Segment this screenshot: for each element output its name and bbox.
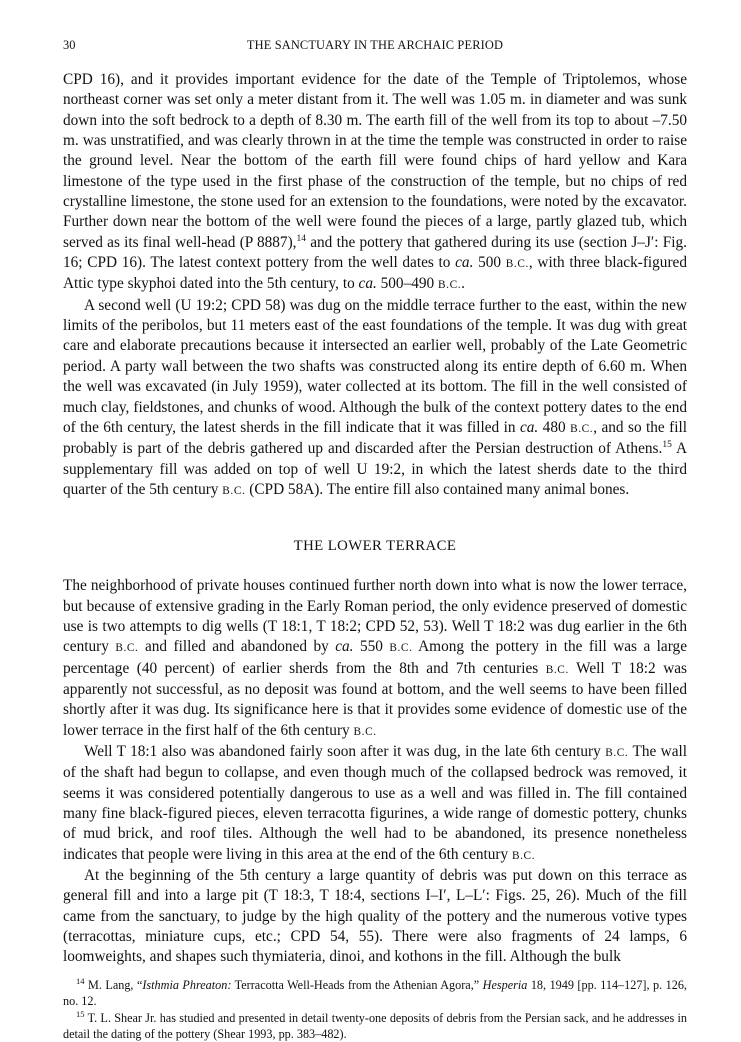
paragraph-2: [63, 296, 687, 501]
paragraph-text: A supplementary fill was added on top of well U 19:2, in which the latest sherds date to the third quarter of the 5th century: [63, 440, 687, 498]
paragraph-text: Among the pottery in the fill was a large percentage (40 percent) of earlier sherds from the 8th and 7th centuries: [63, 638, 687, 677]
era-abbrev: B.C.: [115, 642, 139, 655]
paragraph-text: At the beginning of the 5th century a large quantity of debris was put down on this terrace as general fill and into a large pit (T 18:3, T 18:4, sections I–I′, L–L′: Figs. 25, 26). Much of the fill came from the sanctuary, to judge by the high quality of the pottery and the numerous votive types (terracottas, miniature cups, etc.; CPD 54, 55). There were also fragments of 24 lamps, 6 loomweights, and shapes such thymiateria, dinoi, and kothons in the fill. Although the bulk: [63, 867, 687, 966]
era-abbrev: B.C.: [389, 642, 413, 655]
footnote-ref-14[interactable]: 14: [296, 233, 306, 244]
paragraph-text: , with three black-figured Attic type skyphoi dated into the 5th century, to: [63, 254, 687, 293]
paragraph-text: and filled and abandoned by: [138, 638, 336, 656]
paragraph-3: [63, 576, 687, 742]
body-text: [63, 70, 687, 968]
paragraph-4: [63, 742, 687, 866]
italic-ca: ca.: [455, 254, 474, 272]
footnote-ref-15[interactable]: 15: [662, 440, 672, 451]
book-page: [63, 38, 687, 1042]
paragraph-text: A second well (U 19:2; CPD 58) was dug on the middle terrace further to the east, within the new limits of the peribolos, but 11 meters east of the east foundations of the temple. It was dug with great care and elaborate precautions because it intersected an earlier well, probably of the Late Geometric period. A party wall between the two shafts was constructed along its entire depth of 6.60 m. When the well was excavated (in July 1959), water collected at its bottom. The fill in the well consisted of much clay, fieldstones, and chunks of wood. Although the bulk of the context pottery dates to the end of the 6th century, the latest sherds in the fill indicate that it was filled in: [63, 296, 687, 436]
paragraph-text: 550: [353, 638, 390, 656]
paragraph-text: , and so the fill probably is part of the debris gathered up and discarded after the Persian destruction of Athens.: [63, 418, 688, 458]
era-abbrev: B.C.: [545, 663, 569, 676]
paragraph-text: The neighborhood of private houses continued further north down into what is now the lower terrace, but because of extensive grading in the Early Roman period, the only evidence preserved of domestic use is two attempts to dig wells (T 18:1, T 18:2; CPD 52, 53). Well T 18:2 was dug earlier in the 6th century: [63, 577, 687, 656]
footnote-15: [63, 1010, 687, 1042]
footnote-text: Terracotta Well-Heads from the Athenian Agora,”: [231, 977, 483, 992]
paragraph-text: Well T 18:2 was apparently not successful, as no deposit was found at bottom, and the well seems to have been filled shortly after it was dug. Its significance here is that it provides some evidence of domestic use of the lower terrace in the first half of the 6th century: [63, 659, 687, 739]
era-abbrev: B.C.: [505, 258, 529, 271]
footnote-number: 14: [76, 975, 85, 986]
running-title: THE SANCTUARY IN THE ARCHAIC PERIOD: [246, 38, 504, 52]
era-abbrev: B.C.: [605, 746, 629, 759]
paragraph-text: 500–490: [376, 275, 438, 293]
paragraph-text: and the pottery that gathered during its use (section J–J′: Fig. 16; CPD 16). The latest context pottery from the well dates to: [63, 233, 687, 272]
paragraph-5: [63, 866, 687, 968]
italic-ca: ca.: [335, 638, 354, 656]
era-abbrev: B.C.: [353, 725, 377, 738]
paragraph-text: 480: [538, 418, 571, 436]
footnote-text: M. Lang, “: [84, 977, 143, 992]
era-abbrev: B.C.: [570, 422, 594, 435]
page-number: 30: [63, 38, 76, 52]
running-header: [63, 38, 687, 64]
footnote-number: 15: [76, 1008, 85, 1019]
paragraph-text: (CPD 58A). The entire fill also contained many animal bones.: [245, 480, 630, 498]
paragraph-text: The wall of the shaft had begun to collapse, and even though much of the collapsed bedrock was removed, it seems it was considered potentially dangerous to use as a well and was filled in. The fill contained many fine black-figured pieces, eleven terracotta figurines, a wide range of domestic pottery, chunks of mud brick, and roof tiles. Although the well had to be abandoned, its presence nonetheless indicates that people were living in this area at the end of the 6th century: [63, 742, 687, 863]
section-heading: THE LOWER TERRACE: [293, 538, 457, 555]
footnote-title: Isthmia Phreaton:: [142, 977, 232, 992]
paragraph-1: [63, 70, 687, 296]
era-abbrev: B.C.: [438, 279, 462, 292]
footnote-journal: Hesperia: [482, 977, 528, 992]
footnote-text: 18, 1949 [pp. 114–127], p. 126, no. 12.: [63, 977, 687, 1009]
paragraph-text: Well T 18:1 also was abandoned fairly soon after it was dug, in the late 6th century: [84, 742, 606, 760]
italic-ca: ca.: [519, 418, 539, 436]
era-abbrev: B.C.: [511, 849, 536, 862]
paragraph-text: .: [461, 275, 465, 293]
era-abbrev: B.C.: [222, 484, 246, 497]
paragraph-text: 500: [473, 254, 506, 272]
footnotes: [63, 977, 687, 1042]
italic-ca: ca.: [358, 275, 377, 293]
footnote-14: [63, 977, 687, 1010]
paragraph-text: CPD 16), and it provides important evidence for the date of the Temple of Triptolemos, whose northeast corner was set only a meter distant from it. The well was 1.05 m. in diameter and was sunk down into the soft bedrock to a depth of 8.30 m. The earth fill of the well from its top to about –7.50 m. was unstratified, and was clearly thrown in at the time the temple was constructed in order to raise the ground level. Near the bottom of the earth fill were found chips of hard yellow and Kara limestone of the type used in the first phase of the construction of the temple, but no chips of red crystalline limestone, the stone used for an extension to the foundations, were noted by the excavator. Further down near the bottom of the well were found the pieces of a large, partly glazed tub, which served as its final well-head (P 8887),: [63, 71, 687, 251]
footnote-text: T. L. Shear Jr. has studied and presented in detail twenty-one deposits of debris from the Persian sack, and he addresses in detail the dating of the pottery (Shear 1993, pp. 383–482).: [63, 1010, 687, 1041]
